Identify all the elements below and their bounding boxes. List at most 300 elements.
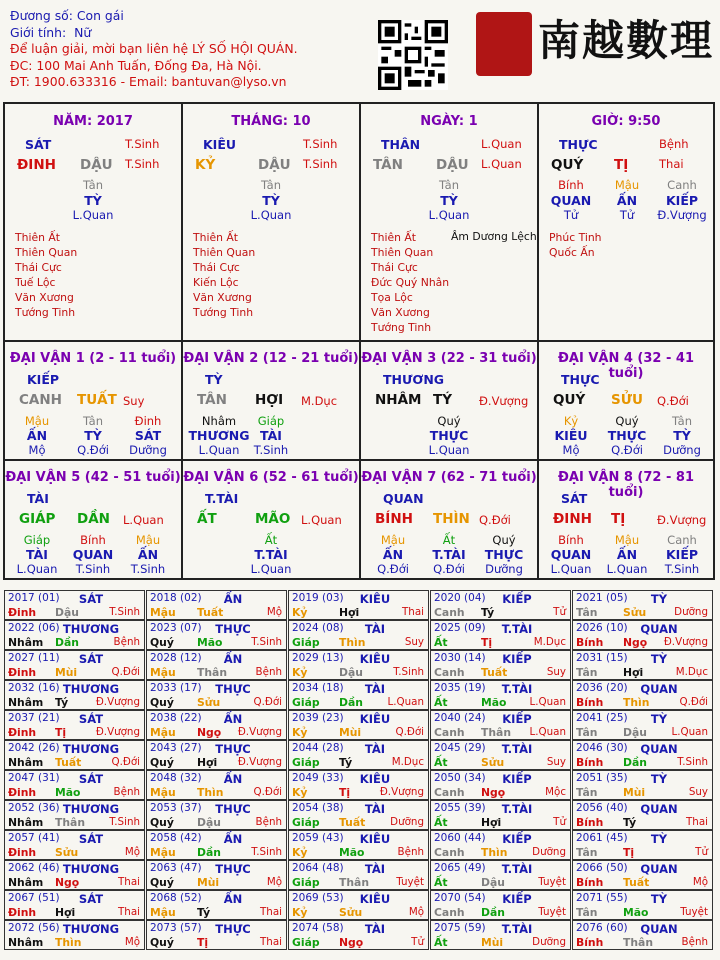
star-item: Kiến Lộc [193, 276, 239, 289]
year-stem: Tân [576, 726, 598, 739]
year-cell [146, 680, 287, 710]
pillar-stem-god: SÁT [25, 137, 52, 152]
year-cell [4, 680, 145, 710]
hidden-stem-god: ẤN [137, 547, 159, 562]
year-branch: Thìn [481, 846, 508, 859]
year-branch: Dậu [623, 726, 647, 739]
year-stem: Đinh [8, 786, 37, 799]
year-label: 2049 (33) [292, 772, 344, 784]
year-label: 2059 (43) [292, 832, 344, 844]
year-branch: Dần [481, 906, 505, 919]
dai-van-title: ĐẠI VẬN 4 (32 - 41 tuổi) [558, 351, 694, 381]
year-lifestage: Mộ [124, 846, 140, 858]
pillar-stars-list [371, 230, 449, 335]
year-lifestage: Thai [260, 906, 282, 918]
year-label: 2044 (28) [292, 742, 344, 754]
year-lifestage: Thai [118, 906, 140, 918]
hidden-lifestage: L.Quan [428, 208, 470, 222]
pillar-stem-god: KIÊU [203, 137, 237, 152]
qr-code-icon [378, 20, 448, 90]
year-cell [572, 890, 713, 920]
year-cell [430, 830, 571, 860]
year-branch: Thìn [197, 786, 224, 799]
hidden-lifestage: L.Quan [72, 208, 114, 222]
dai-van-lifestage: M.Dục [301, 394, 338, 408]
year-god: THỰC [215, 682, 251, 696]
year-lifestage: Tuyệt [538, 876, 566, 888]
year-cell [430, 770, 571, 800]
year-cell [146, 770, 287, 800]
dai-van-branch: DẦN [77, 511, 110, 527]
year-label: 2066 (50) [576, 862, 628, 874]
dai-van-branch: THÌN [433, 511, 470, 527]
year-stem: Tân [576, 666, 598, 679]
year-lifestage: Suy [688, 786, 708, 798]
year-cell [146, 860, 287, 890]
pillar-branch-lifestage: T.Sinh [303, 157, 338, 171]
hidden-lifestage: T.Sinh [130, 562, 166, 576]
year-god: TÀI [364, 862, 386, 876]
hidden-stem: Mậu [380, 533, 406, 547]
year-lifestage: Tuyệt [538, 906, 566, 918]
pillar-stem: ĐINH [17, 157, 56, 173]
year-god: KIẾP [502, 652, 532, 666]
year-stem: Quý [150, 696, 174, 709]
pillar-stem-lifestage: Bệnh [659, 137, 689, 151]
dai-van-branch: TÝ [433, 392, 452, 408]
year-stem: Bính [576, 756, 604, 769]
year-label: 2032 (16) [8, 682, 60, 694]
year-cell [288, 770, 429, 800]
year-lifestage: Q.Đới [253, 786, 282, 798]
year-branch: Tị [197, 936, 209, 949]
year-label: 2068 (52) [150, 892, 202, 904]
hidden-stem: Tân [82, 414, 104, 428]
dai-van-lifestage: Suy [123, 394, 145, 408]
year-label: 2037 (21) [8, 712, 60, 724]
hidden-stem: Ất [442, 533, 456, 547]
hidden-stem: Bính [558, 178, 584, 192]
year-lifestage: Dưỡng [532, 846, 566, 858]
hidden-lifestage: Mộ [28, 443, 46, 457]
hidden-lifestage: Mộ [562, 443, 580, 457]
year-cell [288, 620, 429, 650]
pillar-stars-list [549, 230, 602, 260]
hidden-lifestage: Tử [619, 208, 635, 222]
year-god: ẤN [223, 712, 243, 726]
year-stem: Kỷ [292, 906, 308, 919]
year-label: 2067 (51) [8, 892, 60, 904]
year-branch: Sửu [623, 606, 647, 619]
dai-van-title: ĐẠI VẬN 5 (42 - 51 tuổi) [5, 470, 181, 485]
dai-van-title: ĐẠI VẬN 6 (52 - 61 tuổi) [183, 470, 359, 485]
year-lifestage: Suy [546, 666, 566, 678]
year-lifestage: L.Quan [387, 696, 424, 708]
hidden-lifestage: L.Quan [606, 562, 648, 576]
year-lifestage: Tử [695, 846, 708, 858]
year-lifestage: Tuyệt [680, 906, 708, 918]
year-branch: Mùi [55, 666, 78, 679]
year-god: QUAN [640, 742, 678, 756]
year-god: TỲ [650, 652, 668, 666]
year-god: THỰC [215, 622, 251, 636]
year-cell [572, 860, 713, 890]
year-branch: Dần [55, 636, 79, 649]
year-god: TÀI [364, 622, 386, 636]
year-label: 2052 (36) [8, 802, 60, 814]
star-item: Quốc Ấn [549, 246, 595, 259]
pillar-stem-lifestage: T.Sinh [303, 137, 338, 151]
year-cell [288, 740, 429, 770]
star-item: Văn Xương [15, 291, 74, 304]
dai-van-stem: CANH [19, 392, 62, 408]
year-lifestage: Thai [118, 876, 140, 888]
year-stem: Tân [576, 906, 598, 919]
dai-van-lifestage: Q.Đới [479, 513, 511, 527]
year-label: 2060 (44) [434, 832, 486, 844]
hidden-stem-god: ẤN [616, 547, 638, 562]
year-label: 2038 (22) [150, 712, 202, 724]
address-line: ĐC: 100 Mai Anh Tuấn, Đống Đa, Hà Nội. [10, 57, 262, 73]
hidden-lifestage: Q.Đới [77, 443, 109, 457]
gender-line [10, 25, 370, 42]
year-lifestage: Mộ [124, 936, 140, 948]
year-cell [288, 590, 429, 620]
year-branch: Ngọ [481, 786, 506, 799]
year-cell [4, 800, 145, 830]
year-label: 2017 (01) [8, 592, 60, 604]
hidden-stem: Kỷ [563, 414, 579, 428]
year-cell [146, 590, 287, 620]
hidden-stem: Quý [492, 533, 516, 547]
year-branch: Sửu [197, 696, 221, 709]
year-label: 2036 (20) [576, 682, 628, 694]
hidden-lifestage: Q.Đới [611, 443, 643, 457]
star-item: Thiên Ất [371, 231, 416, 244]
year-lifestage: Bệnh [681, 936, 708, 948]
year-cell [146, 890, 287, 920]
year-label: 2054 (38) [292, 802, 344, 814]
year-label: 2071 (55) [576, 892, 628, 904]
year-lifestage: Bệnh [113, 636, 140, 648]
hidden-stem-god: KIẾP [665, 547, 699, 562]
year-label: 2056 (40) [576, 802, 628, 814]
year-branch: Dần [197, 846, 221, 859]
year-branch: Mùi [197, 876, 220, 889]
year-cell [146, 830, 287, 860]
pillar-title: THÁNG: 10 [231, 114, 311, 129]
contact-line: Để luận giải, mời bạn liên hệ LÝ SỐ HỘI QUÁN. [10, 41, 298, 56]
year-label: 2021 (05) [576, 592, 628, 604]
year-lifestage: Tử [411, 936, 424, 948]
year-lifestage: T.Sinh [109, 606, 140, 618]
year-stem: Đinh [8, 726, 37, 739]
hidden-stem: Mậu [24, 414, 50, 428]
year-stem: Ất [434, 936, 448, 949]
dai-van-stem: ẤT [197, 511, 217, 527]
year-god: ẤN [223, 772, 243, 786]
year-branch: Dậu [197, 816, 221, 829]
year-stem: Bính [576, 936, 604, 949]
hidden-lifestage: Q.Đới [377, 562, 409, 576]
year-stem: Đinh [8, 906, 37, 919]
star-item: Tướng Tinh [371, 321, 432, 334]
year-branch: Mão [55, 786, 81, 799]
year-cell [430, 710, 571, 740]
year-cell [572, 590, 713, 620]
year-branch: Thìn [55, 936, 82, 949]
year-cell [430, 620, 571, 650]
hidden-stem-god: THỰC [429, 428, 469, 443]
star-item: Đức Quý Nhân [371, 276, 450, 289]
year-label: 2019 (03) [292, 592, 344, 604]
year-label: 2076 (60) [576, 922, 628, 934]
dai-van-title: ĐẠI VẬN 8 (72 - 81 tuổi) [558, 470, 694, 500]
hidden-stem-god: KIẾP [665, 193, 699, 208]
dai-van-lifestage: Đ.Vượng [479, 394, 529, 408]
year-label: 2045 (29) [434, 742, 486, 754]
pillar-branch-lifestage: T.Sinh [125, 157, 160, 171]
hidden-stem: Bính [558, 533, 584, 547]
year-god: T.TÀI [501, 622, 533, 636]
year-branch: Ngọ [623, 636, 648, 649]
dai-van-stem: QUÝ [553, 392, 586, 408]
year-god: TÀI [364, 802, 386, 816]
hidden-stem: Giáp [23, 533, 51, 547]
year-lifestage: Q.Đới [395, 726, 424, 738]
year-stem: Kỷ [292, 606, 308, 619]
year-stem: Kỷ [292, 666, 308, 679]
hidden-stem: Quý [437, 414, 461, 428]
year-cell [146, 620, 287, 650]
dai-van-lifestage: Đ.Vượng [657, 513, 707, 527]
brand-logo: 南越數理 [538, 16, 715, 65]
year-lifestage: Q.Đới [679, 696, 708, 708]
hidden-stem-god: ẤN [382, 547, 404, 562]
year-label: 2035 (19) [434, 682, 486, 694]
year-stem: Nhâm [8, 756, 44, 769]
year-label: 2041 (25) [576, 712, 628, 724]
hidden-lifestage: L.Quan [428, 443, 470, 457]
hidden-stem-god: T.TÀI [254, 547, 288, 562]
year-cell [430, 590, 571, 620]
year-label: 2057 (41) [8, 832, 60, 844]
hidden-stem: Tân [438, 178, 460, 192]
year-stem: Tân [576, 606, 598, 619]
chart-cell [5, 342, 183, 461]
year-cell [430, 920, 571, 950]
hidden-stem: Tân [82, 178, 104, 192]
dai-van-god: QUAN [383, 491, 424, 506]
year-stem: Bính [576, 696, 604, 709]
pillar-branch: DẬU [258, 157, 291, 173]
year-stem: Kỷ [292, 846, 308, 859]
year-lifestage: Thai [686, 816, 708, 828]
year-label: 2039 (23) [292, 712, 344, 724]
pillar-stem: QUÝ [551, 157, 584, 173]
year-label: 2064 (48) [292, 862, 344, 874]
year-god: T.TÀI [501, 682, 533, 696]
hidden-stem-god: THƯƠNG [188, 428, 250, 443]
dai-van-god: THƯƠNG [383, 372, 445, 387]
year-label: 2065 (49) [434, 862, 486, 874]
year-stem: Quý [150, 876, 174, 889]
star-item: Phúc Tinh [549, 231, 602, 244]
dai-van-stem: BÍNH [375, 511, 413, 527]
chart-cell [361, 342, 539, 461]
year-cell [288, 710, 429, 740]
year-god: TỲ [650, 592, 668, 606]
year-lifestage: Suy [546, 756, 566, 768]
year-cell [430, 860, 571, 890]
year-stem: Canh [434, 786, 465, 799]
dai-van-god: T.TÀI [205, 491, 239, 506]
year-god: T.TÀI [501, 922, 533, 936]
year-cell [146, 710, 287, 740]
year-stem: Giáp [292, 756, 320, 769]
year-branch: Thân [55, 816, 86, 829]
hidden-stem: Nhâm [201, 414, 237, 428]
pillar-stars-list [15, 230, 77, 320]
year-label: 2027 (11) [8, 652, 60, 664]
year-god: SÁT [78, 772, 104, 786]
hidden-stem-god: TỲ [673, 428, 691, 443]
year-stem: Đinh [8, 606, 37, 619]
year-cell [572, 650, 713, 680]
dai-van-title: ĐẠI VẬN 7 (62 - 71 tuổi) [361, 470, 537, 485]
year-lifestage: Q.Đới [253, 696, 282, 708]
year-lifestage: Đ.Vượng [237, 756, 282, 768]
year-branch: Hợi [623, 666, 644, 679]
dai-van-god: SÁT [561, 491, 588, 506]
pillar-stem-lifestage: L.Quan [481, 137, 522, 151]
pillar-branch: DẬU [80, 157, 113, 173]
hidden-stem-god: THỰC [607, 428, 647, 443]
year-stem: Bính [576, 636, 604, 649]
hidden-lifestage: L.Quan [550, 562, 592, 576]
pillar-special-note: Âm Dương Lệch [451, 230, 537, 243]
year-label: 2070 (54) [434, 892, 486, 904]
year-lifestage: Bệnh [255, 816, 282, 828]
year-lifestage: Đ.Vượng [663, 636, 708, 648]
year-stem: Canh [434, 846, 465, 859]
year-god: TÀI [364, 742, 386, 756]
year-lifestage: Thai [402, 606, 424, 618]
hidden-stem: Canh [667, 178, 697, 192]
year-stem: Bính [576, 816, 604, 829]
hidden-stem-god: SÁT [134, 428, 162, 443]
year-cell [288, 830, 429, 860]
year-label: 2043 (27) [150, 742, 202, 754]
year-branch: Dậu [481, 876, 505, 889]
year-label: 2063 (47) [150, 862, 202, 874]
year-stem: Đinh [8, 666, 37, 679]
year-god: TÀI [364, 922, 386, 936]
star-item: Tọa Lộc [371, 291, 413, 304]
year-label: 2048 (32) [150, 772, 202, 784]
hidden-stem-god: ẤN [616, 193, 638, 208]
year-god: QUAN [640, 922, 678, 936]
year-stem: Ất [434, 696, 448, 709]
year-god: T.TÀI [501, 862, 533, 876]
year-god: KIÊU [359, 592, 391, 606]
year-lifestage: Bệnh [255, 666, 282, 678]
pillar-stem: TÂN [373, 157, 403, 173]
year-lifestage: Đ.Vượng [379, 786, 424, 798]
year-cell [4, 830, 145, 860]
year-god: KIẾP [502, 772, 532, 786]
pillar-stem-god: THÂN [381, 137, 421, 152]
hidden-lifestage: L.Quan [250, 208, 292, 222]
year-lifestage: M.Dục [675, 666, 708, 678]
year-god: QUAN [640, 802, 678, 816]
year-branch: Tý [481, 606, 495, 619]
dai-van-god: KIẾP [27, 372, 60, 387]
year-label: 2050 (34) [434, 772, 486, 784]
hidden-stem-god: TỲ [262, 193, 280, 208]
year-label: 2055 (39) [434, 802, 486, 814]
year-stem: Ất [434, 816, 448, 829]
hidden-stem-god: T.TÀI [432, 547, 466, 562]
hidden-stem: Canh [667, 533, 697, 547]
star-item: Thái Cực [15, 261, 62, 274]
year-branch: Tị [623, 846, 635, 859]
year-lifestage: Suy [404, 636, 424, 648]
year-branch: Ngọ [197, 726, 222, 739]
dai-van-god: TỲ [205, 372, 223, 387]
year-cell [4, 770, 145, 800]
year-cell [4, 860, 145, 890]
year-lifestage: M.Dục [391, 756, 424, 768]
year-stem: Nhâm [8, 816, 44, 829]
dai-van-lifestage: L.Quan [123, 513, 164, 527]
hidden-stem: Đinh [134, 414, 162, 428]
hidden-stem: Mậu [135, 533, 161, 547]
year-god: KIÊU [359, 772, 391, 786]
year-lifestage: Dưỡng [532, 936, 566, 948]
year-god: THƯƠNG [62, 682, 120, 696]
year-branch: Dậu [339, 666, 363, 679]
year-lifestage: Bệnh [397, 846, 424, 858]
year-stem: Ất [434, 636, 448, 649]
dai-van-god: TÀI [27, 491, 49, 506]
year-stem: Quý [150, 636, 174, 649]
hidden-stem: Mậu [614, 178, 640, 192]
year-cell [288, 920, 429, 950]
year-god: KIẾP [502, 892, 532, 906]
star-item: Tuế Lộc [15, 276, 56, 289]
year-branch: Mão [623, 906, 649, 919]
dai-van-title: ĐẠI VẬN 2 (12 - 21 tuổi) [183, 351, 359, 366]
year-branch: Thân [481, 726, 512, 739]
star-item: Thiên Quan [193, 246, 256, 259]
year-cell [572, 740, 713, 770]
dai-van-stem: TÂN [197, 392, 227, 408]
year-branch: Dậu [55, 606, 79, 619]
year-branch: Tị [339, 786, 351, 799]
year-branch: Hợi [481, 816, 502, 829]
chart-cell [183, 461, 361, 580]
year-cell [4, 650, 145, 680]
hidden-lifestage: T.Sinh [664, 562, 700, 576]
dai-van-stem: GIÁP [19, 511, 56, 527]
chart-cell [361, 461, 539, 580]
hidden-lifestage: Đ.Vượng [657, 208, 707, 222]
year-branch: Thìn [623, 696, 650, 709]
year-lifestage: L.Quan [529, 726, 566, 738]
year-branch: Mùi [339, 726, 362, 739]
year-branch: Sửu [339, 906, 363, 919]
